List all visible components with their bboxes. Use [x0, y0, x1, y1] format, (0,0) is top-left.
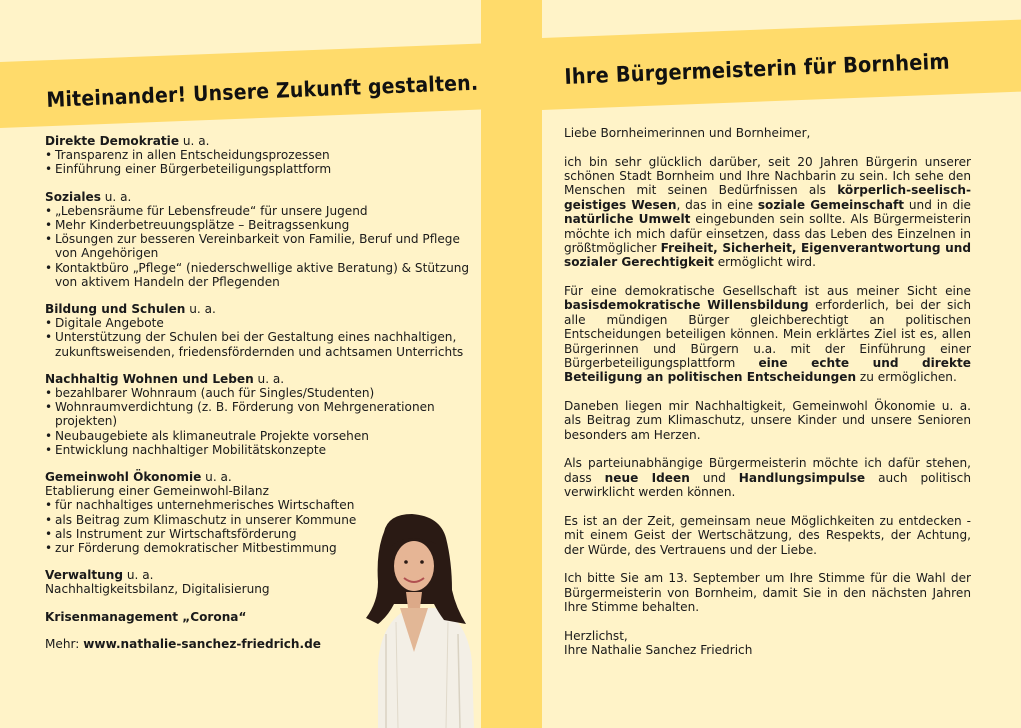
emphasis: natürliche Umwelt: [564, 212, 691, 227]
list-item: • Kontaktbüro „Pflege“ (niederschwellige aktive Beratung) & Stützung von aktivem Handeln der Pflegenden: [45, 261, 470, 289]
section-title: Bildung und Schulen: [45, 302, 186, 317]
letter-greeting: Liebe Bornheimerinnen und Bornheimer,: [564, 126, 811, 140]
section-suffix: u. a.: [123, 568, 154, 583]
emphasis: Handlungsimpulse: [738, 470, 866, 485]
section-title: Nachhaltig Wohnen und Leben: [45, 371, 254, 386]
vertical-stripe: [481, 0, 542, 728]
list-item: • zur Förderung demokratischer Mitbestimmung: [45, 541, 470, 555]
section-title: Soziales: [45, 189, 101, 204]
section-wohnen: [45, 372, 470, 457]
section-bildung: [45, 302, 470, 359]
section-suffix: u. a.: [100, 189, 132, 204]
list-item: • Lösungen zur besseren Vereinbarkeit von Familie, Beruf und Pflege von Angehörigen: [45, 232, 470, 260]
list-item: • für nachhaltiges unternehmerisches Wirtschaften: [45, 498, 470, 512]
letter-column: [564, 126, 971, 658]
letter-paragraph-2: Für eine demokratische Gesellschaft ist aus meiner Sicht eine basisdemokratische Willensbildung erforderlich, bei der sich alle mündigen Bürger gleichberechtigt an politischen Entscheidungen beteiligen können. Mein erklärtes Ziel ist es, allen Bürgerinnen und Bürgern u.a. mit der Einführung einer Bürgerbeteiligungsplattform eine echte und direkte Beteiligung an politischen Entscheidungen zu ermöglichen.: [564, 284, 971, 385]
bullet-list: [45, 386, 470, 457]
section-suffix: u. a.: [179, 134, 210, 148]
right-heading: Ihre Bürgermeisterin für Bornheim: [564, 49, 951, 90]
list-item: • Wohnraumverdichtung (z. B. Förderung von Mehrgenerationen projekten): [45, 400, 470, 428]
section-title: Direkte Demokratie: [45, 134, 180, 148]
section-suffix: u. a.: [201, 470, 232, 485]
section-suffix: u. a.: [185, 302, 216, 317]
letter-closing: [564, 629, 971, 658]
emphasis: neue Ideen: [604, 470, 690, 485]
emphasis: basisdemokratische Willensbildung: [564, 298, 809, 313]
section-direkte-demokratie: [45, 134, 470, 177]
more-label: Mehr:: [45, 636, 84, 651]
list-item: • Neubaugebiete als klimaneutrale Projekte vorsehen: [45, 429, 470, 443]
closing-text: Herzlichst,: [564, 628, 628, 643]
bullet-list: [45, 148, 470, 176]
signature-text: Ihre Nathalie Sanchez Friedrich: [564, 643, 753, 658]
list-item: • bezahlbarer Wohnraum (auch für Singles/Studenten): [45, 386, 470, 400]
emphasis: eine echte und direkte Beteiligung an politischen Entscheidungen: [564, 356, 971, 385]
section-text: Nachhaltigkeitsbilanz, Digitalisierung: [45, 582, 270, 597]
letter-paragraph-5: Es ist an der Zeit, gemeinsam neue Möglichkeiten zu entdecken - mit einem Geist der Wertschätzung, des Respekts, der Achtung, der Würde, des Vertrauens und der Liebe.: [564, 513, 971, 557]
list-item: • Transparenz in allen Entscheidungsprozessen: [45, 148, 470, 162]
emphasis: körperlich-seelisch-geistiges Wesen: [564, 183, 971, 212]
list-item: • Unterstützung der Schulen bei der Gestaltung eines nachhaltigen, zukunftsweisenden, friedensfördernden und achtsamen Unterrichts: [45, 330, 470, 358]
left-heading: Miteinander! Unsere Zukunft gestalten.: [46, 70, 479, 112]
list-item: • als Instrument zur Wirtschaftsförderung: [45, 527, 470, 541]
list-item: • Entwicklung nachhaltiger Mobilitätskonzepte: [45, 443, 470, 457]
bullet-list: [45, 316, 470, 359]
list-item: • „Lebensräume für Lebensfreude“ für unsere Jugend: [45, 204, 470, 218]
bullet-list: [45, 204, 470, 289]
list-item: • als Beitrag zum Klimaschutz in unserer Kommune: [45, 513, 470, 527]
letter-paragraph-3: Daneben liegen mir Nachhaltigkeit, Gemeinwohl Ökonomie u. a. als Beitrag zum Klimaschutz, unsere Kinder und unsere Senioren besonders am Herzen.: [564, 399, 971, 442]
candidate-photo: [348, 512, 480, 728]
section-title: Krisenmanagement „Corona“: [45, 609, 247, 624]
list-item: • Mehr Kinderbetreuungsplätze – Beitragssenkung: [45, 218, 470, 232]
emphasis: soziale Gemeinschaft: [757, 197, 905, 212]
section-title: Verwaltung: [45, 568, 124, 583]
letter-paragraph-1: ich bin sehr glücklich darüber, seit 20 Jahren Bürgerin unserer schönen Stadt Bornheim und Ihre Nachbarin zu sein. Ich sehe den Menschen mit seinen Bedürfnissen als körperlich-seelisch-geistiges Wesen, das in eine soziale Gemeinschaft und in die natürliche Umwelt eingebunden sein sollte. Als Bürgermeisterin möchte ich mich dafür einsetzen, dass das Leben des Einzelnen in größtmöglicher Freiheit, Sicherheit, Eigenverantwortung und sozialer Gerechtigkeit ermöglicht wird.: [564, 154, 972, 270]
section-suffix: u. a.: [253, 371, 285, 386]
section-text: Etablierung einer Gemeinwohl-Bilanz: [45, 484, 269, 499]
letter-paragraph-6: Ich bitte Sie am 13. September um Ihre Stimme für die Wahl der Bürgermeisterin von Bornheim, damit Sie in den nächsten Jahren Ihre Stimme behalten.: [564, 571, 971, 615]
section-title: Gemeinwohl Ökonomie: [45, 470, 202, 485]
list-item: • Einführung einer Bürgerbeteiligungsplattform: [45, 162, 470, 176]
emphasis: Freiheit, Sicherheit, Eigenverantwortung und sozialer Gerechtigkeit: [564, 241, 972, 270]
list-item: • Digitale Angebote: [45, 316, 470, 330]
website-link[interactable]: www.nathalie-sanchez-friedrich.de: [83, 636, 321, 651]
section-soziales: [45, 190, 470, 289]
letter-paragraph-4: Als parteiunabhängige Bürgermeisterin möchte ich dafür stehen, dass neue Ideen und Handlungsimpulse auch politisch verwirklicht werden können.: [564, 456, 971, 500]
